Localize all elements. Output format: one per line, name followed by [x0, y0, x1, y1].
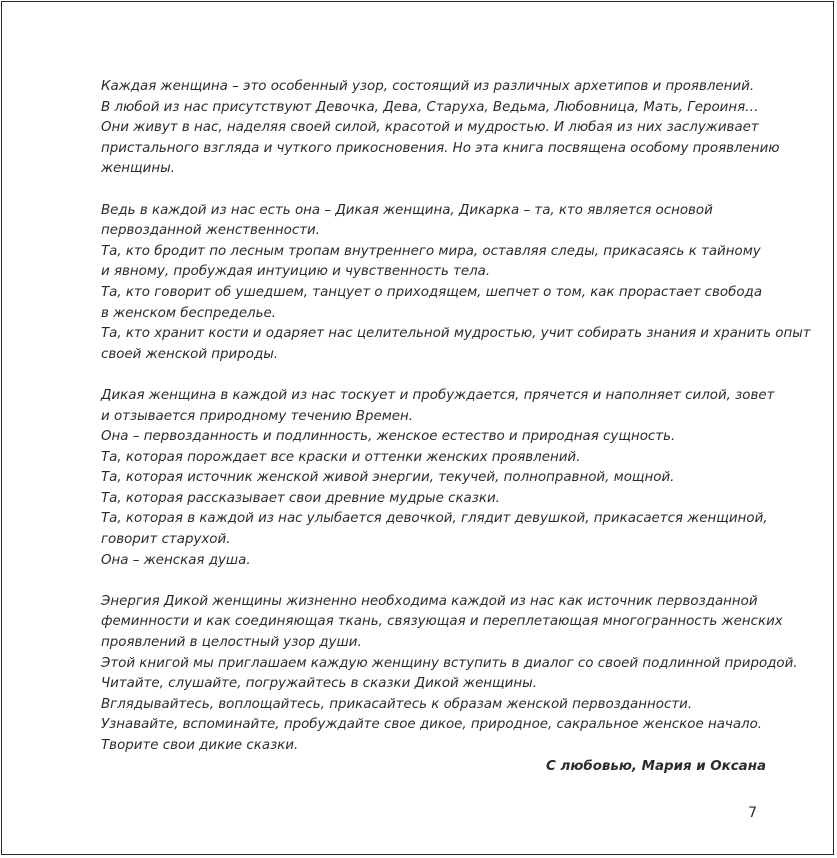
- text-line: своей женской природы.: [101, 346, 279, 362]
- paragraph-3: [101, 386, 775, 571]
- text-line: Она – женская душа.: [101, 552, 251, 568]
- text-line: Каждая женщина – это особенный узор, состоящий из различных архетипов и проявлений.: [101, 79, 755, 94]
- text-line: Дикая женщина в каждой из нас тоскует и пробуждается, прячется и наполняет силой, зовет: [101, 387, 775, 403]
- paragraph-2: [101, 201, 811, 366]
- text-line: Узнавайте, вспоминайте, пробуждайте свое дикое, природное, сакральное женское начало.: [101, 717, 763, 733]
- text-line: в женском беспределье.: [101, 305, 277, 321]
- text-line: Та, которая в каждой из нас улыбается девочкой, глядит девушкой, прикасается женщиной,: [101, 511, 768, 527]
- text-line: Этой книгой мы приглашаем каждую женщину вступить в диалог со своей подлинной природой.: [101, 655, 798, 671]
- text-line: Та, кто хранит кости и одаряет нас целительной мудростью, учит собирать знания и хранить опыт: [101, 326, 811, 342]
- text-line: Они живут в нас, наделяя своей силой, красотой и мудростью. И любая из них заслуживает: [101, 120, 759, 136]
- text-line: говорит старухой.: [101, 532, 231, 548]
- text-line: Та, кто бродит по лесным тропам внутреннего мира, оставляя следы, прикасаясь к тайному: [101, 243, 761, 259]
- text-line: В любой из нас присутствуют Девочка, Дева, Старуха, Ведьма, Любовница, Мать, Героиня…: [101, 99, 759, 115]
- text-line: Читайте, слушайте, погружайтесь в сказки Дикой женщины.: [101, 676, 537, 692]
- text-line: Та, которая источник женской живой энергии, текучей, полноправной, мощной.: [101, 470, 675, 486]
- text-line: Вглядывайтесь, воплощайтесь, прикасайтесь к образам женской первозданности.: [101, 696, 693, 712]
- page-number: 7: [748, 805, 757, 821]
- text-line: Она – первозданность и подлинность, женское естество и природная сущность.: [101, 429, 676, 445]
- text-line: Та, которая порождает все краски и оттенки женских проявлений.: [101, 449, 581, 465]
- text-line: Та, кто говорит об ушедшем, танцует о приходящем, шепчет о том, как прорастает свобода: [101, 284, 763, 300]
- text-line: и отзывается природному течению Времен.: [101, 408, 414, 424]
- text-line: Творите свои дикие сказки.: [101, 738, 299, 753]
- signature: С любовью, Мария и Оксана: [546, 758, 766, 774]
- text-line: пристального взгляда и чуткого прикосновения. Но эта книга посвящена особому проявлению: [101, 140, 780, 156]
- text-line: Ведь в каждой из нас есть она – Дикая женщина, Дикарка – та, кто является основой: [101, 202, 713, 218]
- text-line: первозданной женственности.: [101, 223, 320, 239]
- book-page: [1, 1, 834, 855]
- text-line: проявлений в целостный узор души.: [101, 635, 362, 651]
- text-line: женщины.: [101, 161, 175, 177]
- page-text: [101, 77, 811, 777]
- paragraph-4: [101, 592, 798, 757]
- text-line: и явному, пробуждая интуицию и чувственность тела.: [101, 264, 491, 280]
- text-line: Энергия Дикой женщины жизненно необходима каждой из нас как источник первозданной: [101, 593, 758, 609]
- text-line: Та, которая рассказывает свои древние мудрые сказки.: [101, 490, 500, 506]
- paragraph-1: [101, 77, 780, 180]
- text-line: феминности и как соединяющая ткань, связующая и переплетающая многогранность женских: [101, 614, 783, 630]
